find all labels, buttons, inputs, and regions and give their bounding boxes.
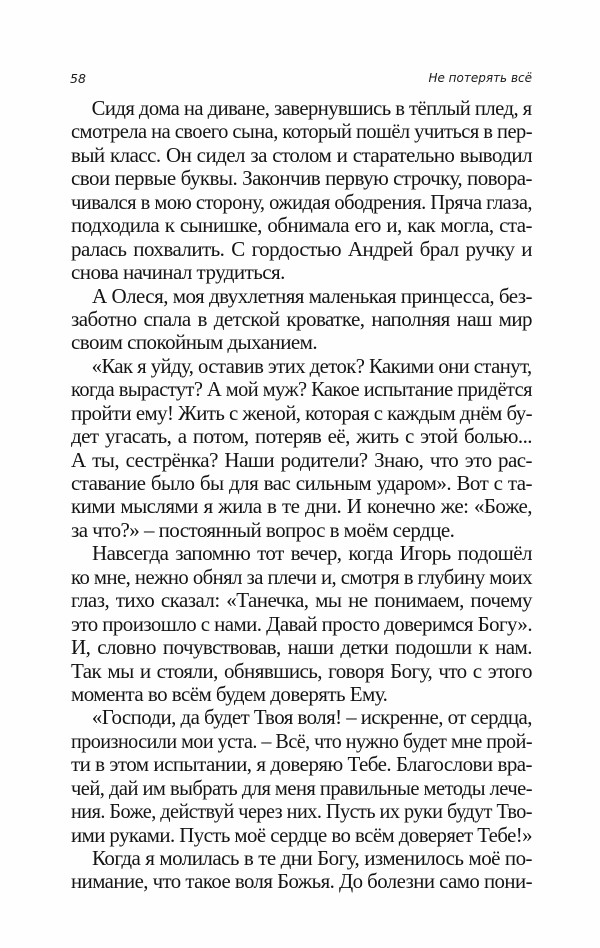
text-line: А ты, сестрёнка? Наши родители? Знаю, что это рас- xyxy=(71,447,532,472)
text-line: нимание, что такое воля Божья. До болезни само пони- xyxy=(71,869,532,894)
paragraph-first-line: А Олеся, моя двухлетняя маленькая принцесса, без- xyxy=(92,283,532,308)
text-line: произносили мои уста. – Всё, что нужно будет мне прой- xyxy=(71,728,532,753)
running-head xyxy=(70,71,532,87)
text-line: ко мне, нежно обнял за плечи и, смотря в глубину моих xyxy=(71,564,532,589)
text-line: за что?» – постоянный вопрос в моём сердце. xyxy=(71,517,455,542)
text-line: смотрела на своего сына, который пошёл учиться в пер- xyxy=(71,119,532,144)
text-line: заботно спала в детской кроватке, наполняя наш мир xyxy=(71,306,532,331)
text-line: подходила к сынишке, обнимала его и, как могла, ста- xyxy=(71,213,532,238)
paragraph-first-line: Когда я молилась в те дни Богу, изменилось моё по- xyxy=(92,846,532,870)
paragraph-first-line: Навсегда запомню тот вечер, когда Игорь подошёл xyxy=(92,541,532,566)
text-line: момента во всём будем доверять Ему. xyxy=(71,681,388,706)
running-title: Не потерять всё xyxy=(428,71,532,85)
text-line: дет угасать, а потом, потеряв её, жить с этой болью... xyxy=(71,424,532,449)
paragraph-first-line: «Как я уйду, оставив этих деток? Какими они станут, xyxy=(91,353,532,378)
text-line: ставание было бы для вас сильным ударом». Вот с та- xyxy=(71,471,532,495)
text-line: ния. Боже, действуй через них. Пусть их руки будут Тво- xyxy=(71,799,532,824)
paragraph-first-line: «Господи, да будет Твоя воля! – искренне, от сердца, xyxy=(91,705,532,730)
text-line: чивался в мою сторону, ожидая ободрения. Пряча глаза, xyxy=(71,189,532,214)
text-line: это произошло с нами. Давай просто доверимся Богу». xyxy=(71,611,532,636)
text-line: свои первые буквы. Закончив первую строчку, повора- xyxy=(71,166,532,191)
body-text xyxy=(71,97,532,894)
text-line: когда вырастут? А мой муж? Какое испытание придётся xyxy=(71,377,532,402)
text-line: снова начинал трудиться. xyxy=(71,260,285,285)
text-line: кими мыслями я жила в те дни. И конечно же: «Боже, xyxy=(71,494,532,519)
text-line: вый класс. Он сидел за столом и старательно выводил xyxy=(71,142,532,167)
text-line: глаз, тихо сказал: «Танечка, мы не понимаем, почему xyxy=(71,588,532,613)
text-line: ими руками. Пусть моё сердце во всём доверяет Тебе!» xyxy=(71,822,532,847)
text-line: чей, дай им выбрать для меня правильные методы лече- xyxy=(71,775,532,800)
text-line: ти в этом испытании, я доверяю Тебе. Благослови вра- xyxy=(71,752,532,777)
text-line: И, словно почувствовав, наши детки подошли к нам. xyxy=(71,635,532,660)
paragraph-first-line: Сидя дома на диване, завернувшись в тёплый плед, я xyxy=(91,96,532,120)
page-number: 58 xyxy=(70,71,86,86)
text-line: пройти ему! Жить с женой, которая с каждым днём бу- xyxy=(71,400,532,425)
text-line: своим спокойным дыханием. xyxy=(71,330,318,355)
text-line: ралась похвалить. С гордостью Андрей брал ручку и xyxy=(71,236,532,261)
text-line: Так мы и стояли, обнявшись, говоря Богу, что с этого xyxy=(71,658,532,683)
